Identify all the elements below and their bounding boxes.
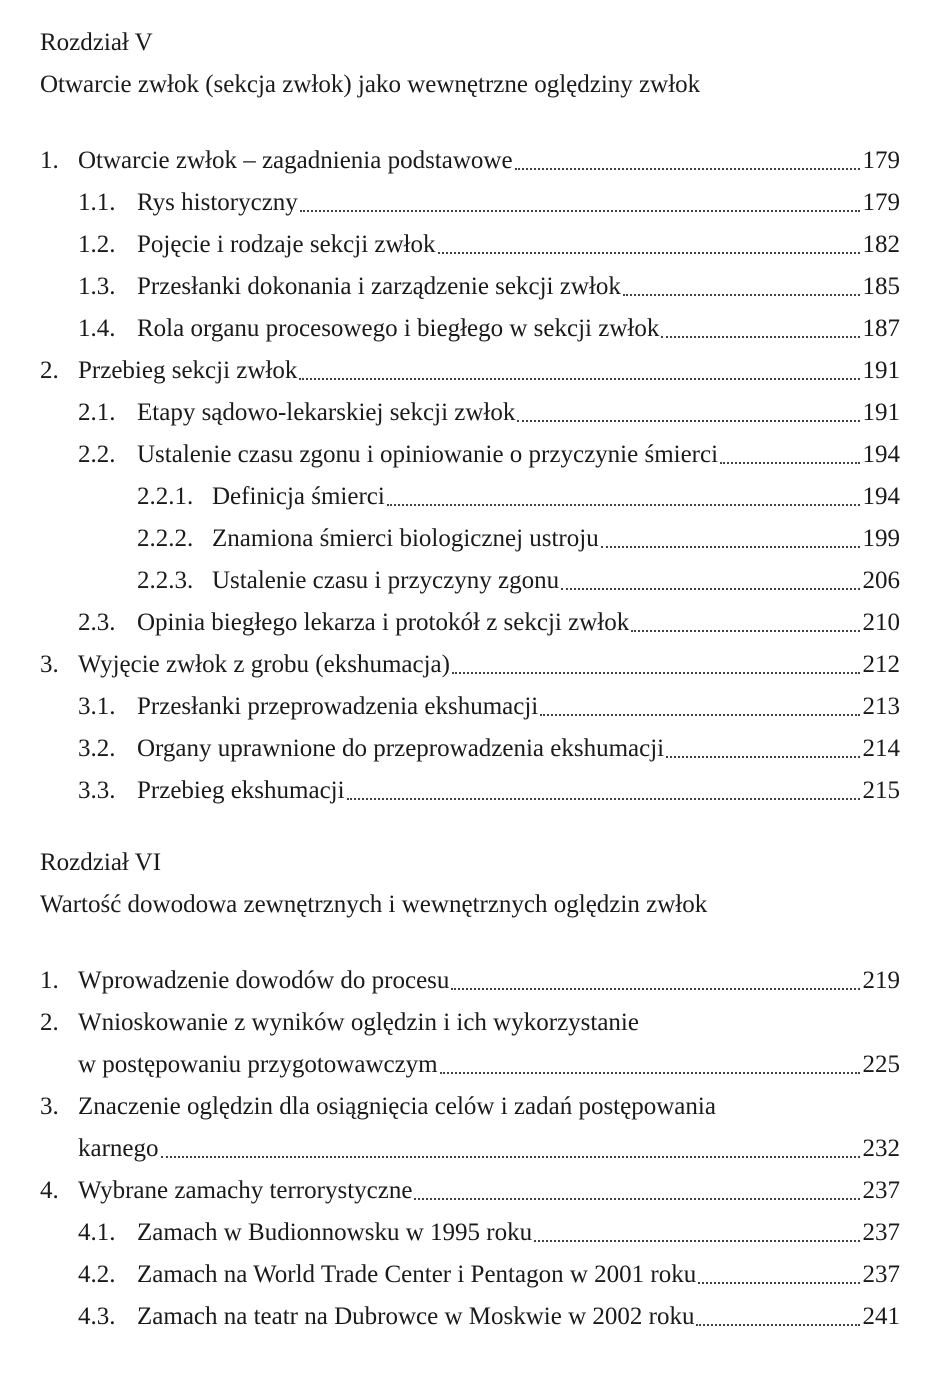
entry-title: Organy uprawnione do przeprowadzenia ekshumacji	[137, 735, 665, 762]
entry-number: 4.3.	[78, 1303, 116, 1330]
dot-leader	[414, 1197, 859, 1200]
dot-leader	[696, 1323, 859, 1326]
entry-number: 3.	[40, 651, 59, 678]
entry-title: Etapy sądowo-lekarskiej sekcji zwłok	[137, 399, 516, 426]
toc-entry[interactable]	[40, 966, 900, 996]
dot-leader	[698, 1281, 859, 1284]
toc-entry[interactable]	[40, 356, 900, 386]
dot-leader	[451, 987, 859, 990]
entry-page: 237	[862, 1261, 900, 1288]
entry-number: 3.2.	[78, 735, 116, 762]
entry-title: Wprowadzenie dowodów do procesu	[78, 967, 450, 994]
toc-entry[interactable]	[40, 1092, 900, 1122]
entry-title: Przebieg sekcji zwłok	[78, 357, 298, 384]
entry-number: 1.3.	[78, 273, 116, 300]
dot-leader	[452, 671, 860, 674]
dot-leader	[438, 251, 860, 254]
chapter-5	[40, 28, 900, 808]
dot-leader	[299, 377, 859, 380]
toc-entry-continuation[interactable]	[40, 1050, 900, 1080]
dot-leader	[161, 1155, 860, 1158]
entry-page: 214	[862, 735, 900, 762]
entry-title: Definicja śmierci	[212, 483, 385, 510]
entry-number: 4.1.	[78, 1219, 116, 1246]
entry-title: Ustalenie czasu zgonu i opiniowanie o przyczynie śmierci	[137, 441, 719, 468]
entry-title: Otwarcie zwłok – zagadnienia podstawowe	[78, 147, 513, 174]
dot-leader	[534, 1239, 859, 1242]
toc-entry[interactable]	[40, 398, 900, 428]
entry-page: 225	[862, 1051, 900, 1078]
toc-entry[interactable]	[40, 1218, 900, 1248]
entry-title: Pojęcie i rodzaje sekcji zwłok	[137, 231, 436, 258]
dot-leader	[517, 419, 859, 422]
entry-title: Przesłanki dokonania i zarządzenie sekcji zwłok	[137, 273, 621, 300]
entry-number: 2.2.1.	[137, 483, 194, 510]
dot-leader	[440, 1071, 860, 1074]
entry-number: 1.1.	[78, 189, 116, 216]
dot-leader	[601, 545, 860, 548]
entry-title: Rys historyczny	[137, 189, 298, 216]
entry-number: 1.	[40, 147, 59, 174]
chapter-title: Otwarcie zwłok (sekcja zwłok) jako wewnętrzne oględziny zwłok	[40, 71, 701, 98]
entry-title: Wybrane zamachy terrorystyczne	[78, 1177, 413, 1204]
toc-entry[interactable]	[40, 692, 900, 722]
toc-entry[interactable]	[40, 188, 900, 218]
entry-page: 206	[862, 567, 900, 594]
toc-entry[interactable]	[40, 1008, 900, 1038]
dot-leader	[515, 167, 860, 170]
entry-page: 191	[862, 357, 900, 384]
entry-page: 191	[862, 399, 900, 426]
entry-page: 213	[862, 693, 900, 720]
entry-number: 2.1.	[78, 399, 116, 426]
entry-page: 199	[862, 525, 900, 552]
entry-page: 187	[862, 315, 900, 342]
chapter-label: Rozdział VI	[40, 849, 162, 876]
toc-entry[interactable]	[40, 608, 900, 638]
entry-page: 219	[862, 967, 900, 994]
entry-page: 210	[862, 609, 900, 636]
entry-page: 194	[862, 441, 900, 468]
dot-leader	[561, 587, 859, 590]
chapter-title: Wartość dowodowa zewnętrznych i wewnętrznych oględzin zwłok	[40, 891, 708, 918]
entry-number: 2.2.2.	[137, 525, 194, 552]
dot-leader	[347, 797, 860, 800]
entry-number: 2.	[40, 357, 59, 384]
toc-entry[interactable]	[40, 1302, 900, 1332]
dot-leader	[720, 461, 859, 464]
entry-page: 212	[862, 651, 900, 678]
entry-title: Wnioskowanie z wyników oględzin i ich wykorzystanie	[78, 1009, 639, 1036]
entry-number: 2.3.	[78, 609, 116, 636]
entry-title: Przesłanki przeprowadzenia ekshumacji	[137, 693, 539, 720]
entry-title: Znaczenie oględzin dla osiągnięcia celów i zadań postępowania	[78, 1093, 716, 1120]
toc-entry[interactable]	[40, 776, 900, 806]
dot-leader	[300, 209, 860, 212]
dot-leader	[623, 293, 860, 296]
entry-page: 182	[862, 231, 900, 258]
toc-entry[interactable]	[40, 230, 900, 260]
chapter-label: Rozdział V	[40, 29, 153, 56]
entry-page: 232	[862, 1135, 900, 1162]
entry-page: 194	[862, 483, 900, 510]
entry-number: 2.2.	[78, 441, 116, 468]
entry-title: Zamach na World Trade Center i Pentagon w 2001 roku	[137, 1261, 697, 1288]
toc-entry[interactable]	[40, 146, 900, 176]
entry-number: 4.2.	[78, 1261, 116, 1288]
toc-entry[interactable]	[40, 650, 900, 680]
toc-entry[interactable]	[40, 1260, 900, 1290]
entry-number: 2.2.3.	[137, 567, 194, 594]
entry-page: 237	[862, 1219, 900, 1246]
entry-title-continuation: karnego	[78, 1135, 159, 1162]
entry-title: Zamach na teatr na Dubrowce w Moskwie w 2002 roku	[137, 1303, 695, 1330]
entry-title: Przebieg ekshumacji	[137, 777, 345, 804]
entry-title: Znamiona śmierci biologicznej ustroju	[212, 525, 599, 552]
toc-entry[interactable]	[40, 272, 900, 302]
entry-page: 179	[862, 189, 900, 216]
entry-title: Rola organu procesowego i biegłego w sekcji zwłok	[137, 315, 660, 342]
toc-entry[interactable]	[40, 314, 900, 344]
entry-page: 241	[862, 1303, 900, 1330]
entry-number: 3.3.	[78, 777, 116, 804]
entry-number: 1.	[40, 967, 59, 994]
entry-page: 237	[862, 1177, 900, 1204]
toc-entry[interactable]	[40, 1176, 900, 1206]
entry-title-continuation: w postępowaniu przygotowawczym	[78, 1051, 438, 1078]
toc-entry[interactable]	[40, 482, 900, 512]
chapter-6	[40, 848, 900, 1368]
dot-leader	[666, 755, 859, 758]
toc-entry[interactable]	[40, 734, 900, 764]
toc-entry[interactable]	[40, 566, 900, 596]
entry-number: 1.4.	[78, 315, 116, 342]
dot-leader	[661, 335, 859, 338]
entry-title: Opinia biegłego lekarza i protokół z sekcji zwłok	[137, 609, 630, 636]
dot-leader	[387, 503, 860, 506]
toc-entry-continuation[interactable]	[40, 1134, 900, 1164]
toc-entry[interactable]	[40, 440, 900, 470]
entry-title: Zamach w Budionnowsku w 1995 roku	[137, 1219, 533, 1246]
entry-number: 2.	[40, 1009, 59, 1036]
entry-number: 1.2.	[78, 231, 116, 258]
dot-leader	[631, 629, 859, 632]
entry-number: 3.	[40, 1093, 59, 1120]
dot-leader	[540, 713, 859, 716]
entry-number: 4.	[40, 1177, 59, 1204]
toc-entry[interactable]	[40, 524, 900, 554]
entry-page: 185	[862, 273, 900, 300]
entry-page: 179	[862, 147, 900, 174]
entry-number: 3.1.	[78, 693, 116, 720]
entry-title: Ustalenie czasu i przyczyny zgonu	[212, 567, 560, 594]
entry-title: Wyjęcie zwłok z grobu (ekshumacja)	[78, 651, 450, 678]
entry-page: 215	[862, 777, 900, 804]
